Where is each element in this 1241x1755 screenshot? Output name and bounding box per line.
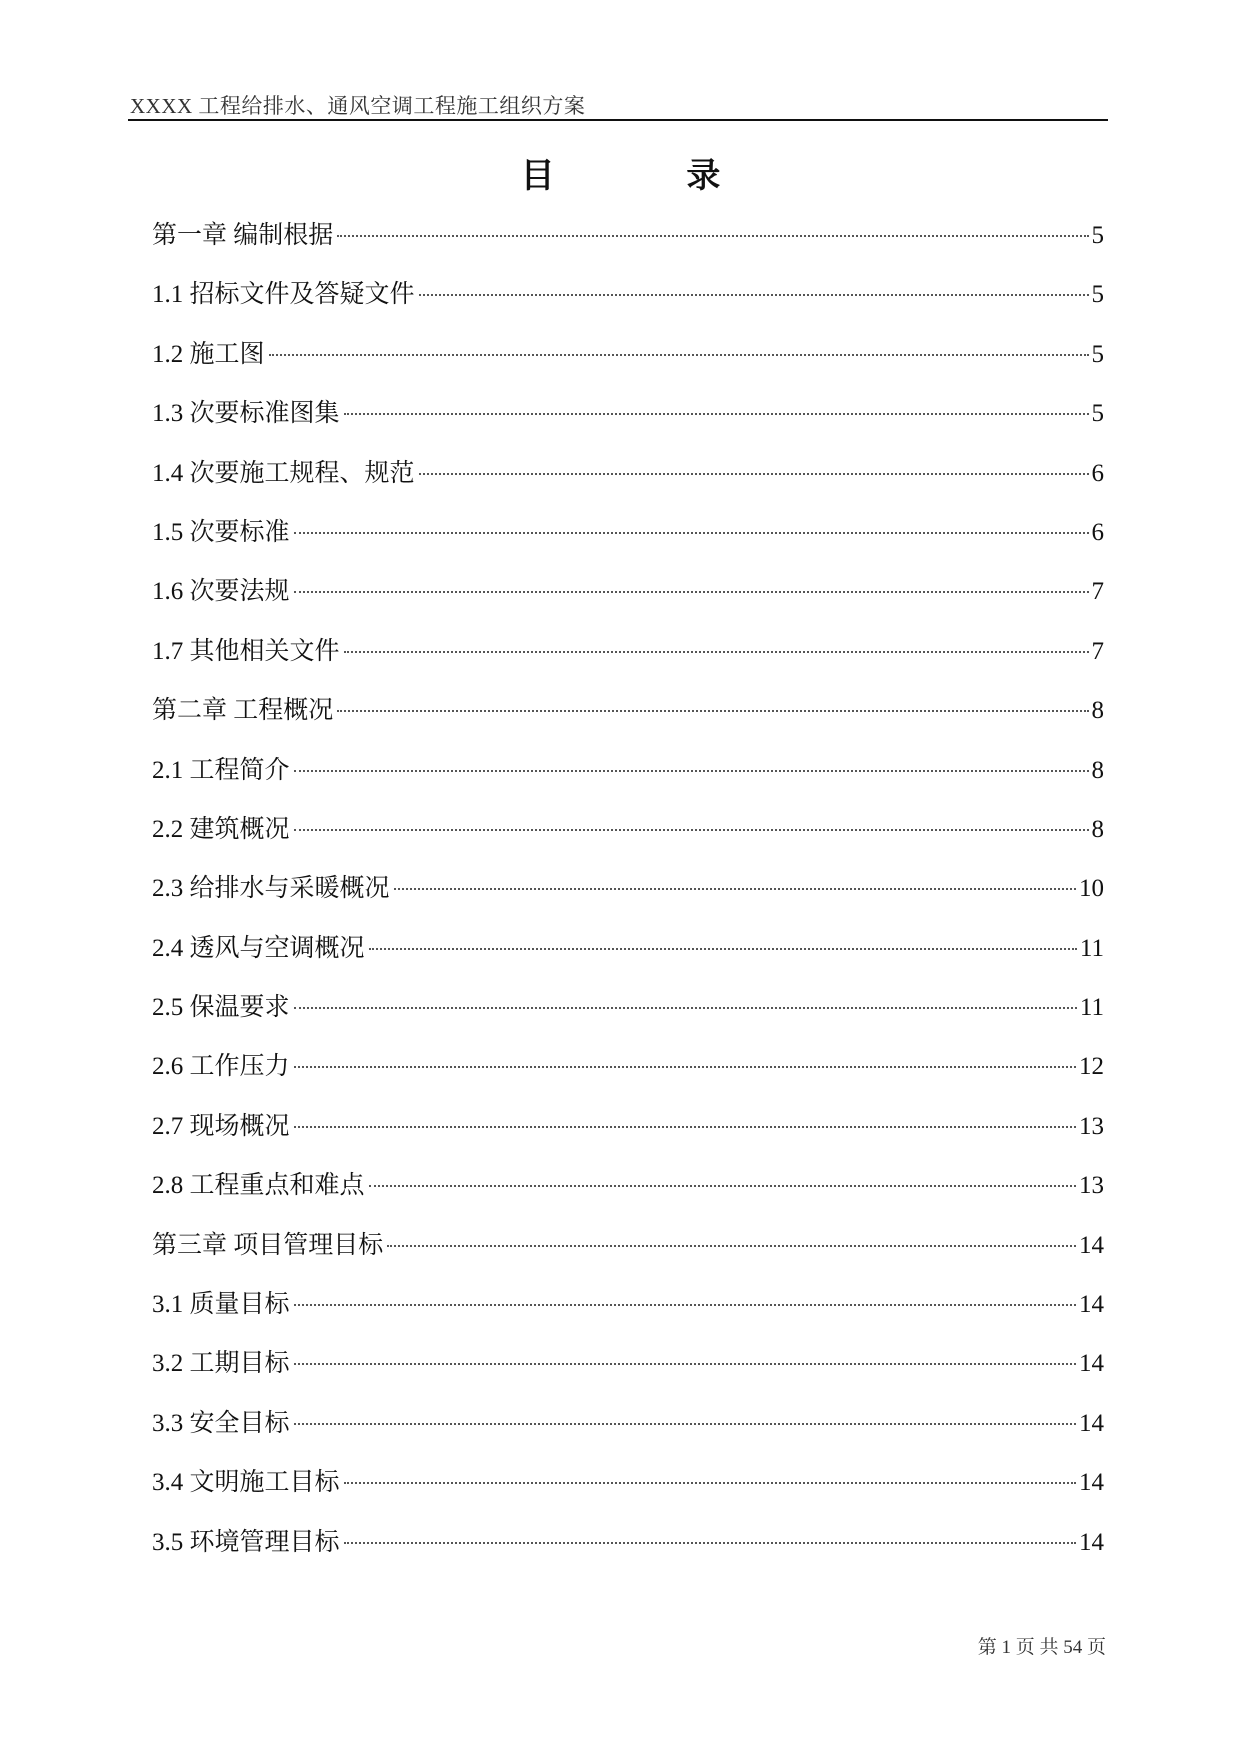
toc-entry-label: 2.6 工作压力 [152,1053,290,1081]
toc-entry-page-number: 6 [1091,518,1104,546]
toc-entry[interactable] [152,814,1104,873]
toc-entry-page-number: 8 [1091,815,1104,843]
toc-entry[interactable] [152,398,1104,457]
toc-dot-leader [294,591,1089,593]
toc-entry-page-number: 14 [1079,1231,1104,1259]
toc-dot-leader [294,532,1089,534]
toc-entry-page-number: 6 [1091,459,1104,487]
running-header [128,86,1108,118]
toc-entry-label: 2.8 工程重点和难点 [152,1172,365,1200]
header-rule [128,119,1108,121]
toc-entry-page-number: 5 [1091,222,1104,249]
toc-entry-page-number: 8 [1091,756,1104,784]
toc-dot-leader [294,1363,1076,1365]
toc-title: 目 录 [520,156,781,196]
toc-dot-leader [337,710,1088,712]
toc-entry-label: 2.4 透风与空调概况 [152,934,365,962]
toc-entry[interactable] [152,1408,1104,1467]
toc-entry-label: 3.5 环境管理目标 [152,1528,340,1556]
toc-entry[interactable] [152,755,1104,814]
toc-entry[interactable] [152,339,1104,398]
toc-dot-leader [269,354,1089,356]
toc-dot-leader [294,1007,1077,1009]
toc-dot-leader [419,294,1089,296]
toc-entry-page-number: 13 [1079,1112,1104,1140]
toc-entry-page-number: 7 [1091,578,1104,606]
toc-entry-label: 1.4 次要施工规程、规范 [152,459,415,487]
toc-entry[interactable] [152,279,1104,338]
toc-entry-label: 3.1 质量目标 [152,1291,290,1319]
toc-entry-page-number: 14 [1079,1528,1104,1556]
toc-dot-leader [294,770,1089,772]
toc-entry-page-number: 8 [1091,697,1104,725]
toc-entry-label: 1.7 其他相关文件 [152,637,340,665]
toc-dot-leader [394,888,1076,890]
toc-entry[interactable] [152,458,1104,517]
toc-dot-leader [344,1482,1076,1484]
toc-entry[interactable] [152,1348,1104,1407]
page-footer: 第 1 页 共 54 页 [977,1637,1106,1658]
toc-entry-page-number: 11 [1079,934,1104,962]
toc-dot-leader [294,1126,1076,1128]
toc-entry-page-number: 5 [1091,340,1104,368]
toc-entry[interactable] [152,933,1104,992]
header-title: XXXX 工程给排水、通风空调工程施工组织方案 [130,94,586,118]
toc-entry-page-number: 12 [1079,1053,1104,1081]
toc-entry-page-number: 5 [1091,281,1104,309]
toc-entry[interactable] [152,576,1104,635]
toc-entry-page-number: 13 [1079,1172,1104,1200]
toc-dot-leader [294,829,1089,831]
toc-entry-label: 3.2 工期目标 [152,1350,290,1378]
toc-entry-label: 第三章 项目管理目标 [152,1231,384,1259]
toc-dot-leader [294,1304,1076,1306]
toc-entry-label: 3.4 文明施工目标 [152,1469,340,1497]
toc-entry[interactable] [152,220,1104,279]
toc-entry-label: 1.6 次要法规 [152,578,290,606]
toc-entry[interactable] [152,1051,1104,1110]
toc-entry-label: 第二章 工程概况 [152,697,334,725]
toc-entry-page-number: 14 [1079,1291,1104,1319]
toc-entry-label: 3.3 安全目标 [152,1409,290,1437]
toc-entry-page-number: 14 [1079,1409,1104,1437]
toc-entry[interactable] [152,1170,1104,1229]
toc-dot-leader [344,651,1089,653]
toc-entry[interactable] [152,636,1104,695]
toc-entry-label: 2.1 工程简介 [152,756,290,784]
toc-entry[interactable] [152,517,1104,576]
toc-entry[interactable] [152,1289,1104,1348]
toc-entry[interactable] [152,1467,1104,1526]
toc-entry-page-number: 10 [1079,875,1104,903]
toc-entry[interactable] [152,873,1104,932]
toc-entry-page-number: 11 [1079,994,1104,1022]
toc-entry-label: 2.3 给排水与采暖概况 [152,875,390,903]
toc-entry-page-number: 5 [1091,400,1104,428]
toc-entry-label: 2.5 保温要求 [152,994,290,1022]
toc-entry-page-number: 7 [1091,637,1104,665]
toc-dot-leader [419,473,1089,475]
toc-entry[interactable] [152,1527,1104,1586]
toc-dot-leader [387,1245,1076,1247]
table-of-contents [152,220,1104,1586]
toc-dot-leader [294,1423,1076,1425]
toc-entry[interactable] [152,695,1104,754]
toc-entry-page-number: 14 [1079,1350,1104,1378]
toc-entry-label: 1.1 招标文件及答疑文件 [152,281,415,309]
toc-entry[interactable] [152,1230,1104,1289]
toc-dot-leader [337,235,1088,237]
toc-dot-leader [344,413,1089,415]
toc-entry-label: 1.2 施工图 [152,340,265,368]
toc-entry-label: 第一章 编制根据 [152,222,334,249]
toc-dot-leader [294,1066,1076,1068]
toc-entry-page-number: 14 [1079,1469,1104,1497]
toc-dot-leader [369,948,1077,950]
toc-entry-label: 1.5 次要标准 [152,518,290,546]
toc-dot-leader [344,1542,1076,1544]
toc-entry[interactable] [152,992,1104,1051]
toc-entry-label: 2.7 现场概况 [152,1112,290,1140]
toc-dot-leader [369,1185,1076,1187]
toc-entry[interactable] [152,1111,1104,1170]
toc-entry-label: 1.3 次要标准图集 [152,400,340,428]
toc-entry-label: 2.2 建筑概况 [152,815,290,843]
